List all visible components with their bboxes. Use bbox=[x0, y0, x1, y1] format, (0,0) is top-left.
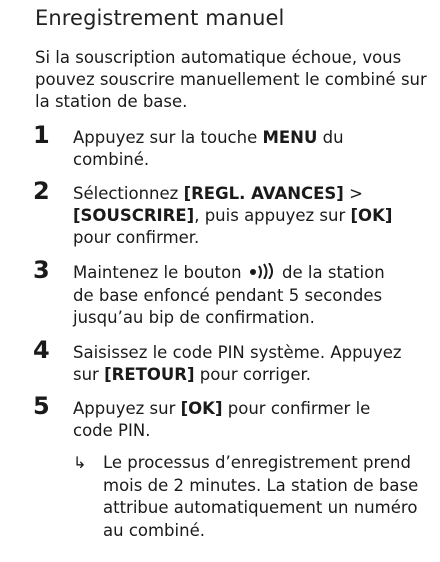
result-text: Le processus d’enregistrement prend mois de 2 minutes. La station de base attribue automatiquement un numéro au combiné. bbox=[103, 453, 419, 540]
step-text-part: Appuyez sur bbox=[73, 399, 181, 418]
step-number: 3 bbox=[33, 256, 50, 284]
paging-signal-icon bbox=[249, 263, 275, 285]
step-text-part: Maintenez le bouton bbox=[73, 263, 247, 282]
menu-option: [RETOUR] bbox=[104, 365, 195, 384]
step-number: 1 bbox=[33, 121, 50, 149]
step-number: 4 bbox=[33, 336, 50, 364]
step-text bbox=[73, 398, 403, 442]
step-text-part: Appuyez sur la touche bbox=[73, 128, 263, 147]
step-text-part: pour confirmer le code PIN. bbox=[73, 399, 371, 440]
step-text bbox=[73, 342, 423, 386]
menu-option: [OK] bbox=[350, 206, 393, 225]
step-text-part: de la station de base enfoncé pendant 5 secondes jusqu’au bip de confirmation. bbox=[73, 263, 385, 327]
menu-option: [SOUSCRIRE] bbox=[73, 206, 195, 225]
step-number: 2 bbox=[33, 177, 50, 205]
key-name: MENU bbox=[262, 128, 318, 147]
step-text bbox=[73, 183, 403, 249]
step-text-part: > bbox=[343, 184, 363, 203]
step-text-part: Sélectionnez bbox=[73, 184, 184, 203]
step-text-part: pour confirmer. bbox=[73, 228, 200, 247]
section-title: Enregistrement manuel bbox=[35, 6, 285, 30]
menu-option: [OK] bbox=[180, 399, 223, 418]
step-text-part: du combiné. bbox=[73, 128, 344, 169]
result-arrow-icon: ↳ bbox=[73, 453, 87, 472]
step-number: 5 bbox=[33, 392, 50, 420]
menu-option: [REGL. AVANCES] bbox=[183, 184, 344, 203]
step-text-part: , puis appuyez sur bbox=[194, 206, 351, 225]
step-text bbox=[73, 127, 393, 171]
step-text bbox=[73, 262, 408, 329]
step-text-part: Saisissez le code PIN système. Appuyez sur bbox=[73, 343, 402, 384]
step-text-part: pour corriger. bbox=[194, 365, 312, 384]
intro-paragraph: Si la souscription automatique échoue, vous pouvez souscrire manuellement le combiné sur la station de base. bbox=[35, 48, 427, 111]
